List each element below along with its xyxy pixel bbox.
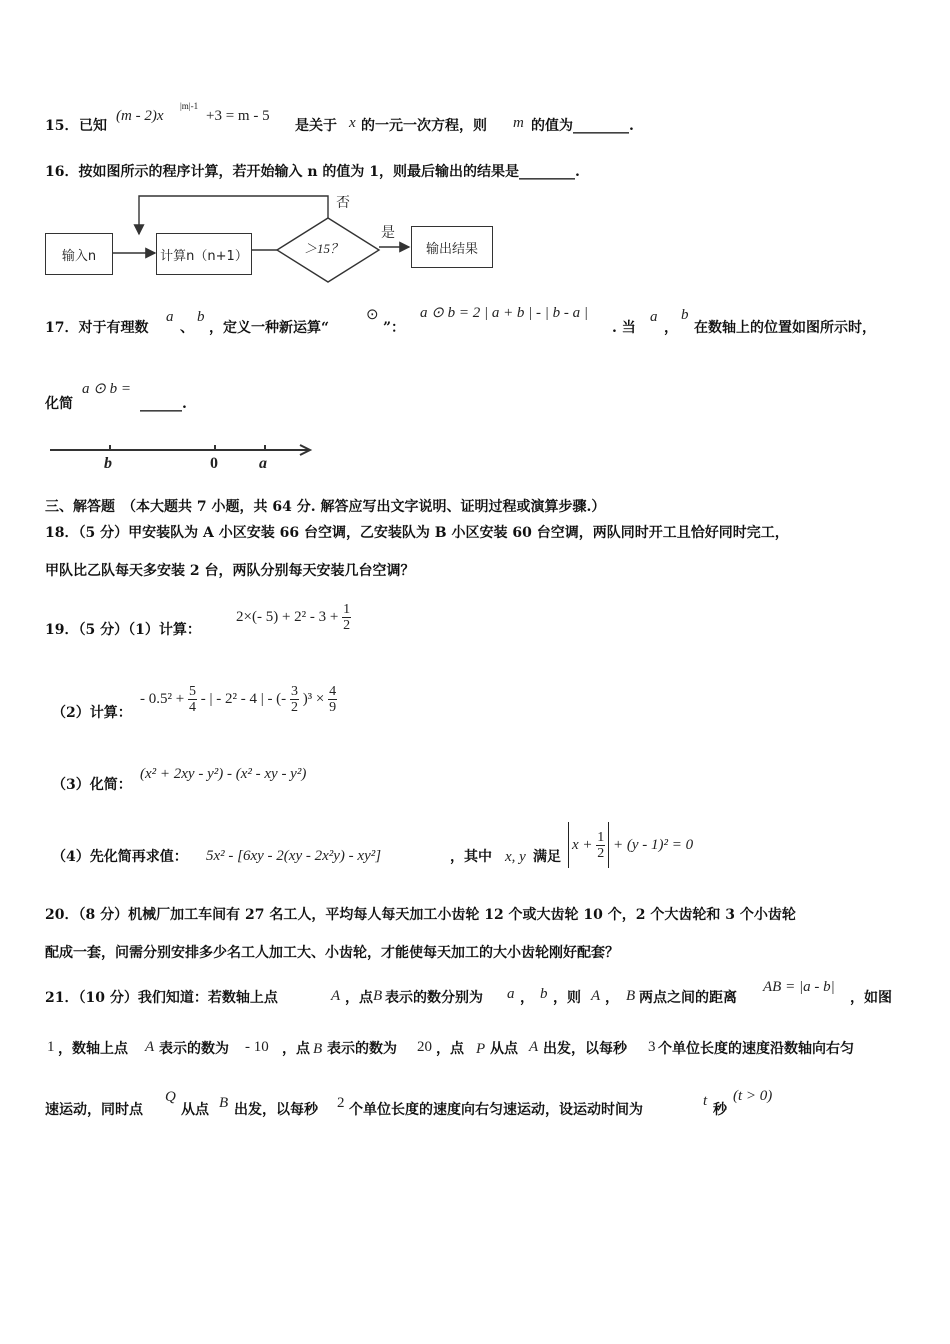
expr-segment: )³ × <box>302 691 325 707</box>
q15-mid: 是关于 <box>295 118 337 134</box>
q21-t-condition: (t > 0) <box>733 1088 773 1104</box>
q21-l3-d: 个单位长度的速度向右匀速运动，设运动时间为 <box>349 1102 643 1118</box>
frac-denominator: 4 <box>188 700 196 716</box>
q21-point-B: B <box>373 988 383 1004</box>
q15-var-m: m <box>513 115 524 131</box>
q21-point-P: P <box>476 1041 486 1057</box>
q19-part4-mid: ，其中 <box>450 849 492 865</box>
q15-suffix: 的值为________. <box>531 118 634 134</box>
q21-point-A2: A <box>591 988 601 1004</box>
q19-part2-label: （2）计算： <box>52 705 132 721</box>
q19-part1-label: 19．（5 分）（1）计算： <box>45 622 201 638</box>
q19-part1-fraction <box>342 602 351 633</box>
q17-text5: 在数轴上的位置如图所示时， <box>694 320 876 336</box>
q15-eq-exponent: |m|-1 <box>180 101 199 111</box>
q20-line2: 配成一套，问需分别安排多少名工人加工大、小齿轮，才能使每天加工的大小齿轮刚好配套？ <box>45 945 619 961</box>
section-3-heading: 三、解答题 （本大题共 7 小题，共 64 分. 解答应写出文字说明、证明过程或演算步骤.） <box>45 499 606 515</box>
q21-l1-a: 21．（10 分）我们知道：若数轴上点 <box>45 990 278 1006</box>
flow-output-box: 输出结果 <box>411 226 493 268</box>
q17-var-a2: a <box>650 309 658 325</box>
q17-operator: ⊙ <box>366 307 379 323</box>
q21-value-b: 20 <box>417 1039 432 1055</box>
q21-l2-i: 个单位长度的速度沿数轴向右匀 <box>658 1041 854 1057</box>
q19-part4-fraction <box>596 830 605 861</box>
q21-l2-c: 表示的数为 <box>159 1041 229 1057</box>
frac-denominator: 9 <box>329 700 337 716</box>
q19-part1-expr <box>236 596 351 638</box>
expr-segment: - | - 2² - 4 | - (- <box>200 691 287 707</box>
q19-part4-label: （4）先化简再求值： <box>52 849 188 865</box>
q15-mid2: 的一元一次方程，则 <box>361 118 487 134</box>
expr-segment: - 0.5² + <box>140 691 185 707</box>
q21-point-Q: Q <box>165 1089 176 1105</box>
q21-l2-g: 从点 <box>490 1041 518 1057</box>
flow-compute-box: 计算n（n+1） <box>156 233 252 275</box>
q21-var-b: b <box>540 986 548 1002</box>
q21-point-A4: A <box>529 1039 539 1055</box>
q15-var-x: x <box>349 115 356 131</box>
q15-prefix: 已知 <box>79 118 107 134</box>
q17-var-b2: b <box>681 307 689 323</box>
q21-value-a: - 10 <box>245 1039 269 1055</box>
q17-text4: . 当 <box>612 320 636 336</box>
q17-comma: ， <box>664 320 678 336</box>
q21-l1-b: ，点 <box>345 990 373 1006</box>
q16-text: 16．按如图所示的程序计算，若开始输入 n 的值为 1，则最后输出的结果是________. <box>45 164 580 180</box>
q17-line2-suffix: ______. <box>140 396 187 412</box>
axis-label-b: b <box>104 455 112 472</box>
q21-l3-a: 速运动，同时点 <box>45 1102 143 1118</box>
flow-input-box: 输入n <box>45 233 113 275</box>
q17-text3: ”： <box>383 320 406 336</box>
frac-denominator: 2 <box>343 618 351 634</box>
q19-part2-fraction3 <box>328 684 337 715</box>
q18-line1: 18．（5 分）甲安装队为 A 小区安装 66 台空调，乙安装队为 B 小区安装 60 台空调，两队同时开工且恰好同时完工， <box>45 525 789 541</box>
expr-segment: x + <box>572 837 593 853</box>
axis-label-a: a <box>259 455 267 472</box>
q15-eq-rhs: +3 = m - 5 <box>206 108 270 124</box>
q19-part2-expr <box>140 678 337 720</box>
q15-eq-lhs: (m - 2)x <box>116 108 164 124</box>
q19-part4-vars: x, y <box>505 849 526 865</box>
q19-part4-expr: 5x² - [6xy - 2(xy - 2x²y) - xy²] <box>206 848 382 864</box>
q21-l3-c: 出发，以每秒 <box>234 1102 318 1118</box>
q19-part2-fraction1 <box>188 684 197 715</box>
q21-l3-e: 秒 <box>713 1102 727 1118</box>
q19-part1-expr-main: 2×(- 5) + 2² - 3 + <box>236 609 339 625</box>
q19-part2-fraction2 <box>290 684 299 715</box>
frac-denominator: 2 <box>597 846 605 862</box>
q21-l1-f: ， <box>605 990 619 1006</box>
frac-numerator: 1 <box>343 602 351 618</box>
frac-numerator: 3 <box>290 684 298 700</box>
q21-l2-b: ，数轴上点 <box>58 1041 128 1057</box>
q21-point-A: A <box>331 988 341 1004</box>
q21-l1-d: ， <box>520 990 534 1006</box>
q21-l2-d: ，点 <box>282 1041 310 1057</box>
q17-number: 17．对于有理数 <box>45 320 149 336</box>
q17-var-b: b <box>197 309 205 325</box>
q21-point-A3: A <box>145 1039 155 1055</box>
q19-part4-mid2: 满足 <box>533 849 561 865</box>
q21-l2-f: ，点 <box>436 1041 464 1057</box>
q21-point-B2: B <box>626 988 636 1004</box>
q21-var-a: a <box>507 986 515 1002</box>
q21-point-B3: B <box>313 1041 323 1057</box>
q17-text2: ，定义一种新运算“ <box>209 320 330 336</box>
abs-value <box>568 822 609 868</box>
q20-line1: 20．（8 分）机械厂加工车间有 27 名工人，平均每人每天加工小齿轮 12 个或大齿轮 10 个，2 个大齿轮和 3 个小齿轮 <box>45 907 796 923</box>
q21-fig-number: 1 <box>47 1039 55 1055</box>
q21-l2-h: 出发，以每秒 <box>543 1041 627 1057</box>
frac-numerator: 1 <box>597 830 605 846</box>
q19-part3-label: （3）化简： <box>52 777 132 793</box>
q21-l1-h: ，如图 <box>850 990 892 1006</box>
q21-speed-p: 3 <box>648 1039 656 1055</box>
q19-part4-condition <box>568 822 693 868</box>
flow-yes-label: 是 <box>381 226 395 241</box>
frac-numerator: 4 <box>329 684 337 700</box>
q21-l2-e: 表示的数为 <box>327 1041 397 1057</box>
q17-sep: 、 <box>180 320 194 336</box>
q21-l1-g: 两点之间的距离 <box>639 990 737 1006</box>
flow-no-label: 否 <box>336 196 350 211</box>
q21-ab-expr: AB = |a - b| <box>763 979 835 995</box>
q21-var-t: t <box>703 1093 708 1109</box>
q19-part3-expr: (x² + 2xy - y²) - (x² - xy - y²) <box>140 766 307 782</box>
frac-denominator: 2 <box>290 700 298 716</box>
q17-line2-expr: a ⊙ b = <box>82 381 131 397</box>
q15-number: 15． <box>45 118 79 134</box>
frac-numerator: 5 <box>188 684 196 700</box>
q21-point-B4: B <box>219 1095 229 1111</box>
axis-label-zero: 0 <box>210 455 218 472</box>
expr-segment: + (y - 1)² = 0 <box>613 837 694 853</box>
q21-speed-q: 2 <box>337 1095 345 1111</box>
flow-condition: ＞15？ <box>304 241 344 256</box>
q17-line2-prefix: 化简 <box>45 396 73 412</box>
q17-definition: a ⊙ b = 2 | a + b | - | b - a | <box>420 305 589 321</box>
q21-l3-b: 从点 <box>181 1102 209 1118</box>
q21-l1-c: 表示的数分别为 <box>385 990 483 1006</box>
q17-var-a: a <box>166 309 174 325</box>
q21-l1-e: ，则 <box>553 990 581 1006</box>
q18-line2: 甲队比乙队每天多安装 2 台，两队分别每天安装几台空调？ <box>45 563 415 579</box>
